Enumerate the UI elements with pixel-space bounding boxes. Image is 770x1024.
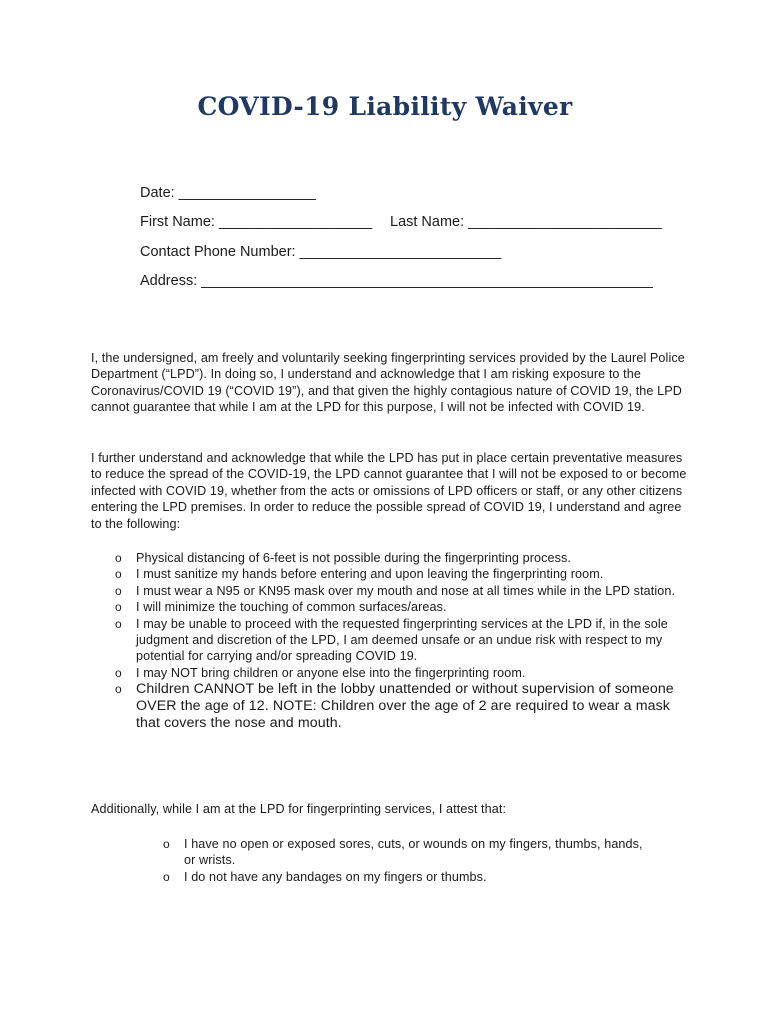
paragraph-1-text: I, the undersigned, am freely and voluntarily seeking fingerprinting services provided by the Laurel Police Department (“LPD”). In doing so, I understand and acknowledge that I am risking exposure to the Coronavirus/COVID 19 (“COVID 19”), and that given the highly contagious nature of COVID 19, the LPD cannot guarantee that while I am at the LPD for this purpose, I will not be infected with COVID 19. [91,351,685,415]
list-item [115,550,676,566]
list-item [115,616,676,665]
phone-field[interactable]: Contact Phone Number: _________________________ [140,244,502,260]
last-name-field[interactable]: Last Name: ________________________ [390,214,662,230]
intro-paragraph [91,350,691,416]
rule-text: I may NOT bring children or anyone else into the fingerprinting room. [136,665,526,680]
bullet-icon: o [163,837,170,851]
list-item [115,566,676,582]
rule-text: I will minimize the touching of common surfaces/areas. [136,600,447,615]
rules-list [115,550,676,732]
bullet-icon: o [115,682,122,697]
list-item [115,583,676,599]
first-name-field[interactable]: First Name: ___________________ [140,214,373,230]
attestation-text: I do not have any bandages on my fingers or thumbs. [184,869,487,884]
address-field[interactable]: Address: ________________________________________________________ [140,273,653,289]
date-field[interactable]: Date: _________________ [140,185,316,201]
rule-text: I must wear a N95 or KN95 mask over my mouth and nose at all times while in the LPD station. [136,583,676,598]
paragraph-3-text: Additionally, while I am at the LPD for fingerprinting services, I attest that: [91,802,507,816]
list-item [115,599,676,615]
bullet-icon: o [115,567,122,582]
bullet-icon: o [115,600,122,615]
bullet-icon: o [115,551,122,565]
list-item [115,681,676,732]
attestation-text: I have no open or exposed sores, cuts, or wounds on my fingers, thumbs, hands, or wrists. [184,837,643,868]
bullet-icon: o [115,665,122,680]
bullet-icon: o [115,583,122,598]
rule-text: I may be unable to proceed with the requested fingerprinting services at the LPD if, in the sole judgment and discretion of the LPD, I am deemed unsafe or an undue risk with respect to my potential for carrying and/or spreading COVID 19. [136,616,668,664]
bullet-icon: o [115,616,122,631]
rule-text: I must sanitize my hands before entering and upon leaving the fingerprinting room. [136,567,604,582]
paragraph-2-text: I further understand and acknowledge that while the LPD has put in place certain preventative measures to reduce the spread of the COVID-19, the LPD cannot guarantee that I will not be exposed to or become infected with COVID 19, whether from the acts or omissions of LPD officers or staff, or any other citizens entering the LPD premises. In order to reduce the possible spread of COVID 19, I understand and agree to the following: [91,451,687,531]
list-item [115,665,676,681]
rule-text: Children CANNOT be left in the lobby unattended or without supervision of someone OVER the age of 12. NOTE: Children over the age of 2 are required to wear a mask that covers the nose and mouth. [136,681,674,732]
acknowledgment-paragraph [91,450,691,532]
list-item [163,836,654,869]
page-title: COVID-19 Liability Waiver [197,92,573,121]
bullet-icon: o [163,869,170,884]
attestation-list [163,836,654,885]
rule-text: Physical distancing of 6-feet is not possible during the fingerprinting process. [136,551,572,565]
list-item [163,869,654,885]
attest-paragraph [91,801,691,817]
